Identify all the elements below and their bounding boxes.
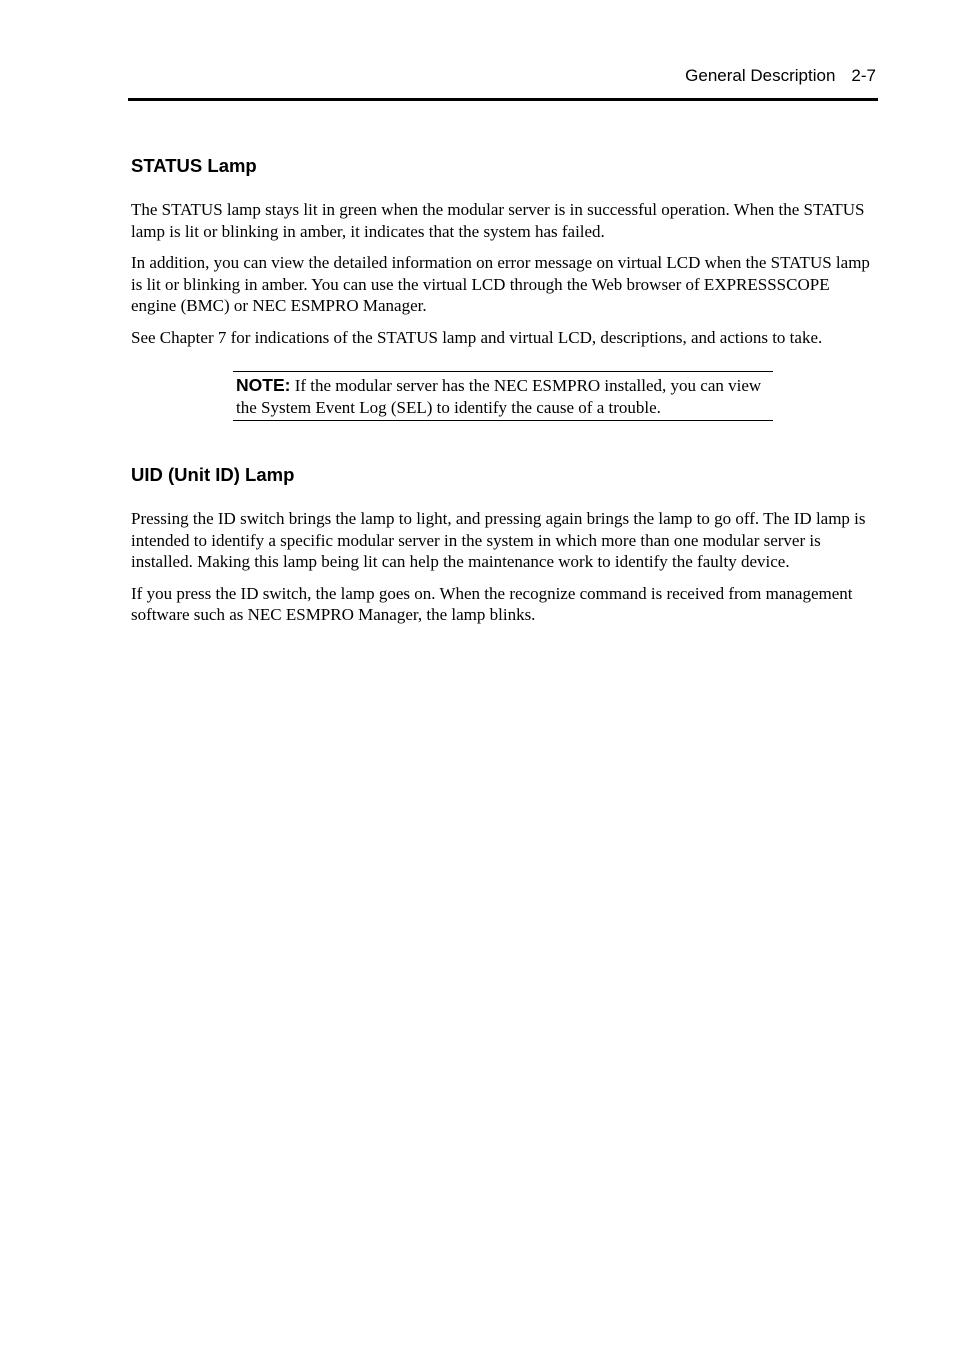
section-uid-lamp: [131, 464, 877, 626]
paragraph: In addition, you can view the detailed information on error message on virtual LCD when the STATUS lamp is lit or blinking in amber. You can use the virtual LCD through the Web browser of EXPRESSSCOPE engine (BMC) or NEC ESMPRO Manager.: [131, 253, 870, 316]
paragraph: If you press the ID switch, the lamp goes on. When the recognize command is received from management software such as NEC ESMPRO Manager, the lamp blinks.: [131, 583, 853, 625]
note-text: If the modular server has the NEC ESMPRO installed, you can view the System Event Log (SEL) to identify the cause of a trouble.: [236, 376, 762, 418]
note-label: NOTE:: [236, 375, 291, 396]
paragraph: See Chapter 7 for indications of the STATUS lamp and virtual LCD, descriptions, and actions to take.: [131, 327, 823, 347]
page-header: [128, 64, 878, 101]
page-number: 2-7: [851, 66, 876, 85]
header-text: [685, 66, 876, 86]
section-heading: STATUS Lamp: [131, 155, 257, 176]
header-title: General Description: [685, 66, 836, 85]
page-content: [131, 155, 877, 636]
paragraph: Pressing the ID switch brings the lamp to light, and pressing again brings the lamp to go off. The ID lamp is intended to identify a specific modular server in the system in which more than one modular server is installed. Making this lamp being lit can help the maintenance work to identify the faulty device.: [131, 509, 866, 572]
section-heading: UID (Unit ID) Lamp: [131, 464, 295, 486]
section-status-lamp: [131, 155, 877, 421]
paragraph: The STATUS lamp stays lit in green when the modular server is in successful operation. When the STATUS lamp is lit or blinking in amber, it indicates that the system has failed.: [131, 200, 865, 241]
note-box: [233, 371, 773, 421]
